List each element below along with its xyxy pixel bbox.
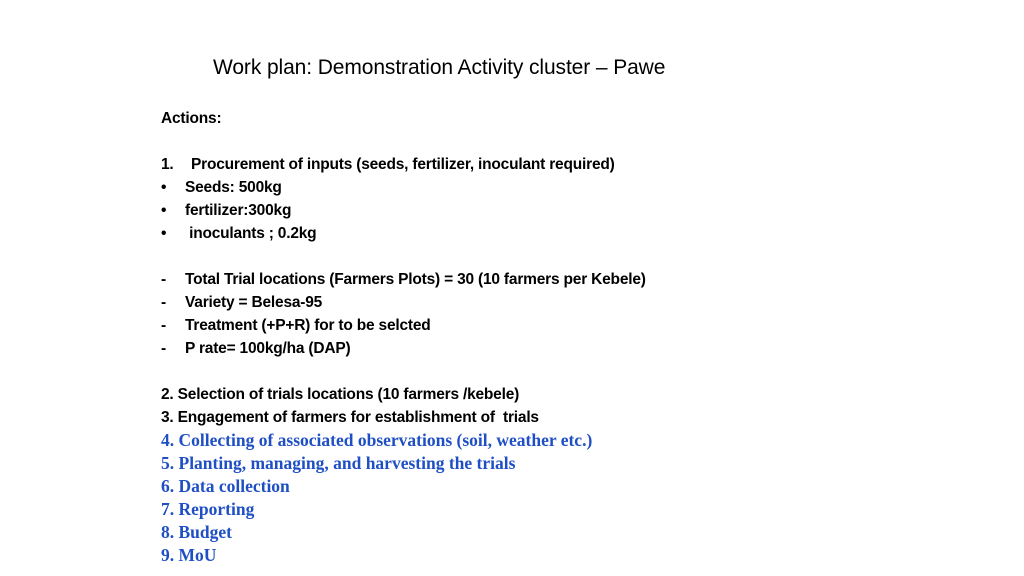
dash-item [161,291,861,314]
spacer [161,360,861,383]
step-7: 7. Reporting [161,499,255,519]
step-1-label: Procurement of inputs (seeds, fertilizer, inoculant required) [191,156,615,173]
step-9: 9. MoU [161,545,217,565]
bullet-mark: • [161,225,167,242]
dash-mark: - [161,294,166,311]
bullet-text: inoculants ; 0.2kg [185,225,317,242]
dash-item [161,314,861,337]
bullet-item [161,176,861,199]
dash-item [161,268,861,291]
bullet-mark: • [161,179,167,196]
bullet-text: Seeds: 500kg [185,179,282,196]
bullet-text: fertilizer:300kg [185,202,292,219]
spacer [161,245,861,268]
dash-text: Treatment (+P+R) for to be selcted [185,317,431,334]
dash-mark: - [161,271,166,288]
dash-text: Variety = Belesa-95 [185,294,323,311]
bullet-item [161,199,861,222]
slide-body [161,107,861,567]
bullet-mark: • [161,202,167,219]
step-1-number: 1. [161,156,174,173]
step-3: 3. Engagement of farmers for establishment of trials [161,409,539,426]
actions-heading: Actions: [161,110,222,127]
dash-mark: - [161,317,166,334]
spacer [161,130,861,153]
slide-title: Work plan: Demonstration Activity cluster – Pawe [213,56,666,79]
step-1 [161,153,861,176]
step-2: 2. Selection of trials locations (10 farmers /kebele) [161,386,520,403]
step-8: 8. Budget [161,522,232,542]
step-6: 6. Data collection [161,476,290,496]
dash-mark: - [161,340,166,357]
step-5: 5. Planting, managing, and harvesting the trials [161,453,516,473]
dash-text: Total Trial locations (Farmers Plots) = 30 (10 farmers per Kebele) [185,271,646,288]
dash-item [161,337,861,360]
step-4: 4. Collecting of associated observations (soil, weather etc.) [161,430,593,450]
bullet-item [161,222,861,245]
dash-text: P rate= 100kg/ha (DAP) [185,340,351,357]
